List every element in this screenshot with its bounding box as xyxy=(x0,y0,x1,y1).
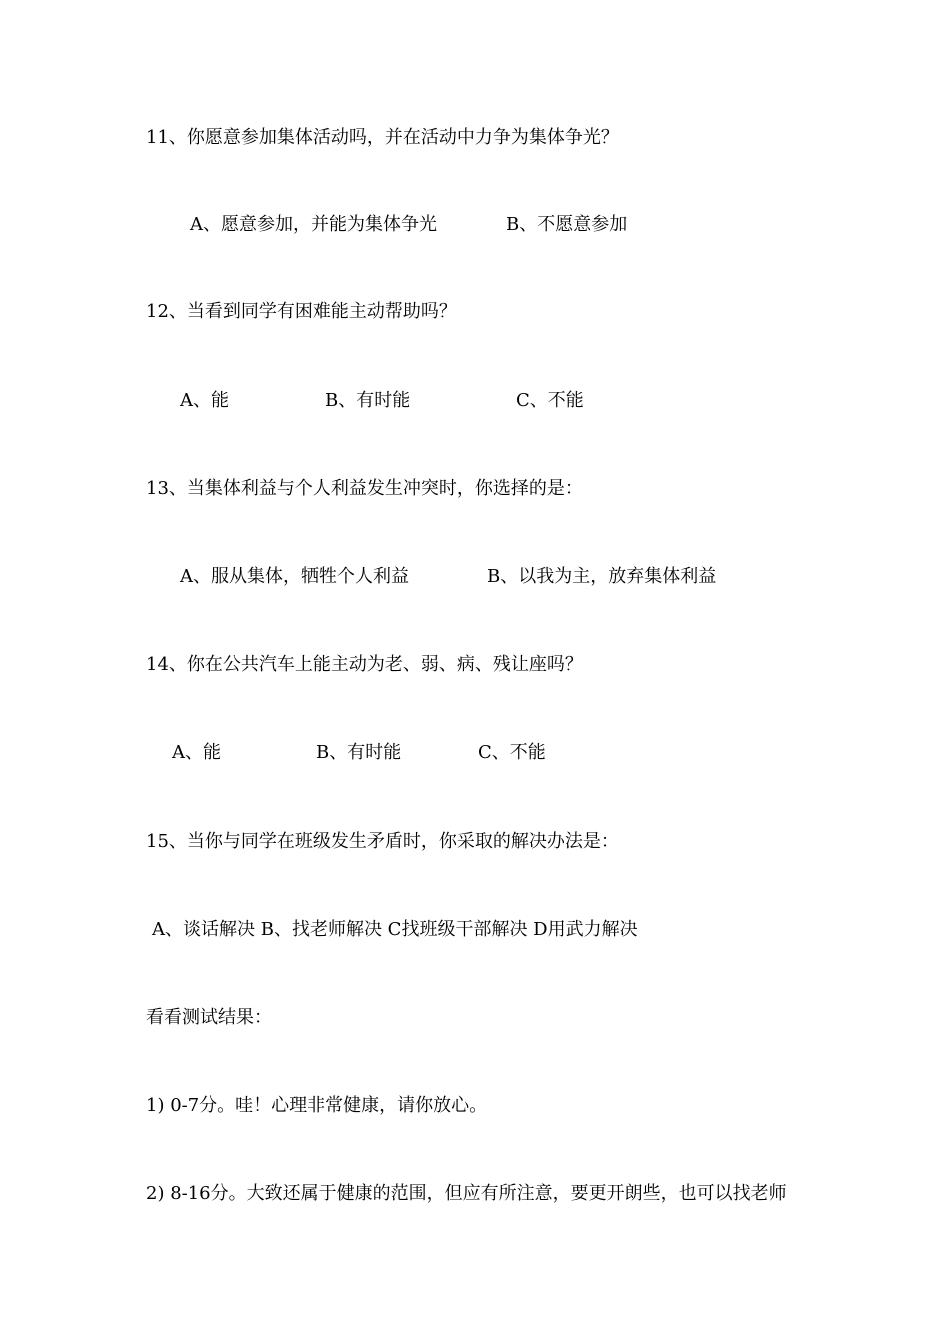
q13-option-b: B、以我为主，放弃集体利益 xyxy=(487,566,717,587)
result-item-2: 2) 8-16分。大致还属于健康的范围，但应有所注意，要更开朗些，也可以找老师 xyxy=(146,1183,787,1204)
q11-option-b: B、不愿意参加 xyxy=(506,214,628,235)
question-11: 11、你愿意参加集体活动吗，并在活动中力争为集体争光？ xyxy=(146,127,619,148)
result-item-1: 1) 0-7分。哇！心理非常健康，请你放心。 xyxy=(146,1095,488,1116)
q14-option-b: B、有时能 xyxy=(316,742,402,763)
q12-option-c: C、不能 xyxy=(516,390,584,411)
q12-option-a: A、能 xyxy=(180,390,229,411)
question-14: 14、你在公共汽车上能主动为老、弱、病、残让座吗？ xyxy=(146,654,583,675)
question-13: 13、当集体利益与个人利益发生冲突时，你选择的是： xyxy=(146,478,583,499)
results-heading: 看看测试结果： xyxy=(146,1007,272,1028)
q13-option-a: A、服从集体，牺牲个人利益 xyxy=(180,566,409,587)
q12-option-b: B、有时能 xyxy=(325,390,411,411)
q15-options: A、谈话解决 B、找老师解决 C找班级干部解决 D用武力解决 xyxy=(152,919,638,940)
q14-option-c: C、不能 xyxy=(478,742,546,763)
question-12: 12、当看到同学有困难能主动帮助吗？ xyxy=(146,301,457,322)
question-15: 15、当你与同学在班级发生矛盾时，你采取的解决办法是： xyxy=(146,831,619,852)
q14-option-a: A、能 xyxy=(172,742,221,763)
q11-option-a: A、愿意参加，并能为集体争光 xyxy=(190,214,437,235)
